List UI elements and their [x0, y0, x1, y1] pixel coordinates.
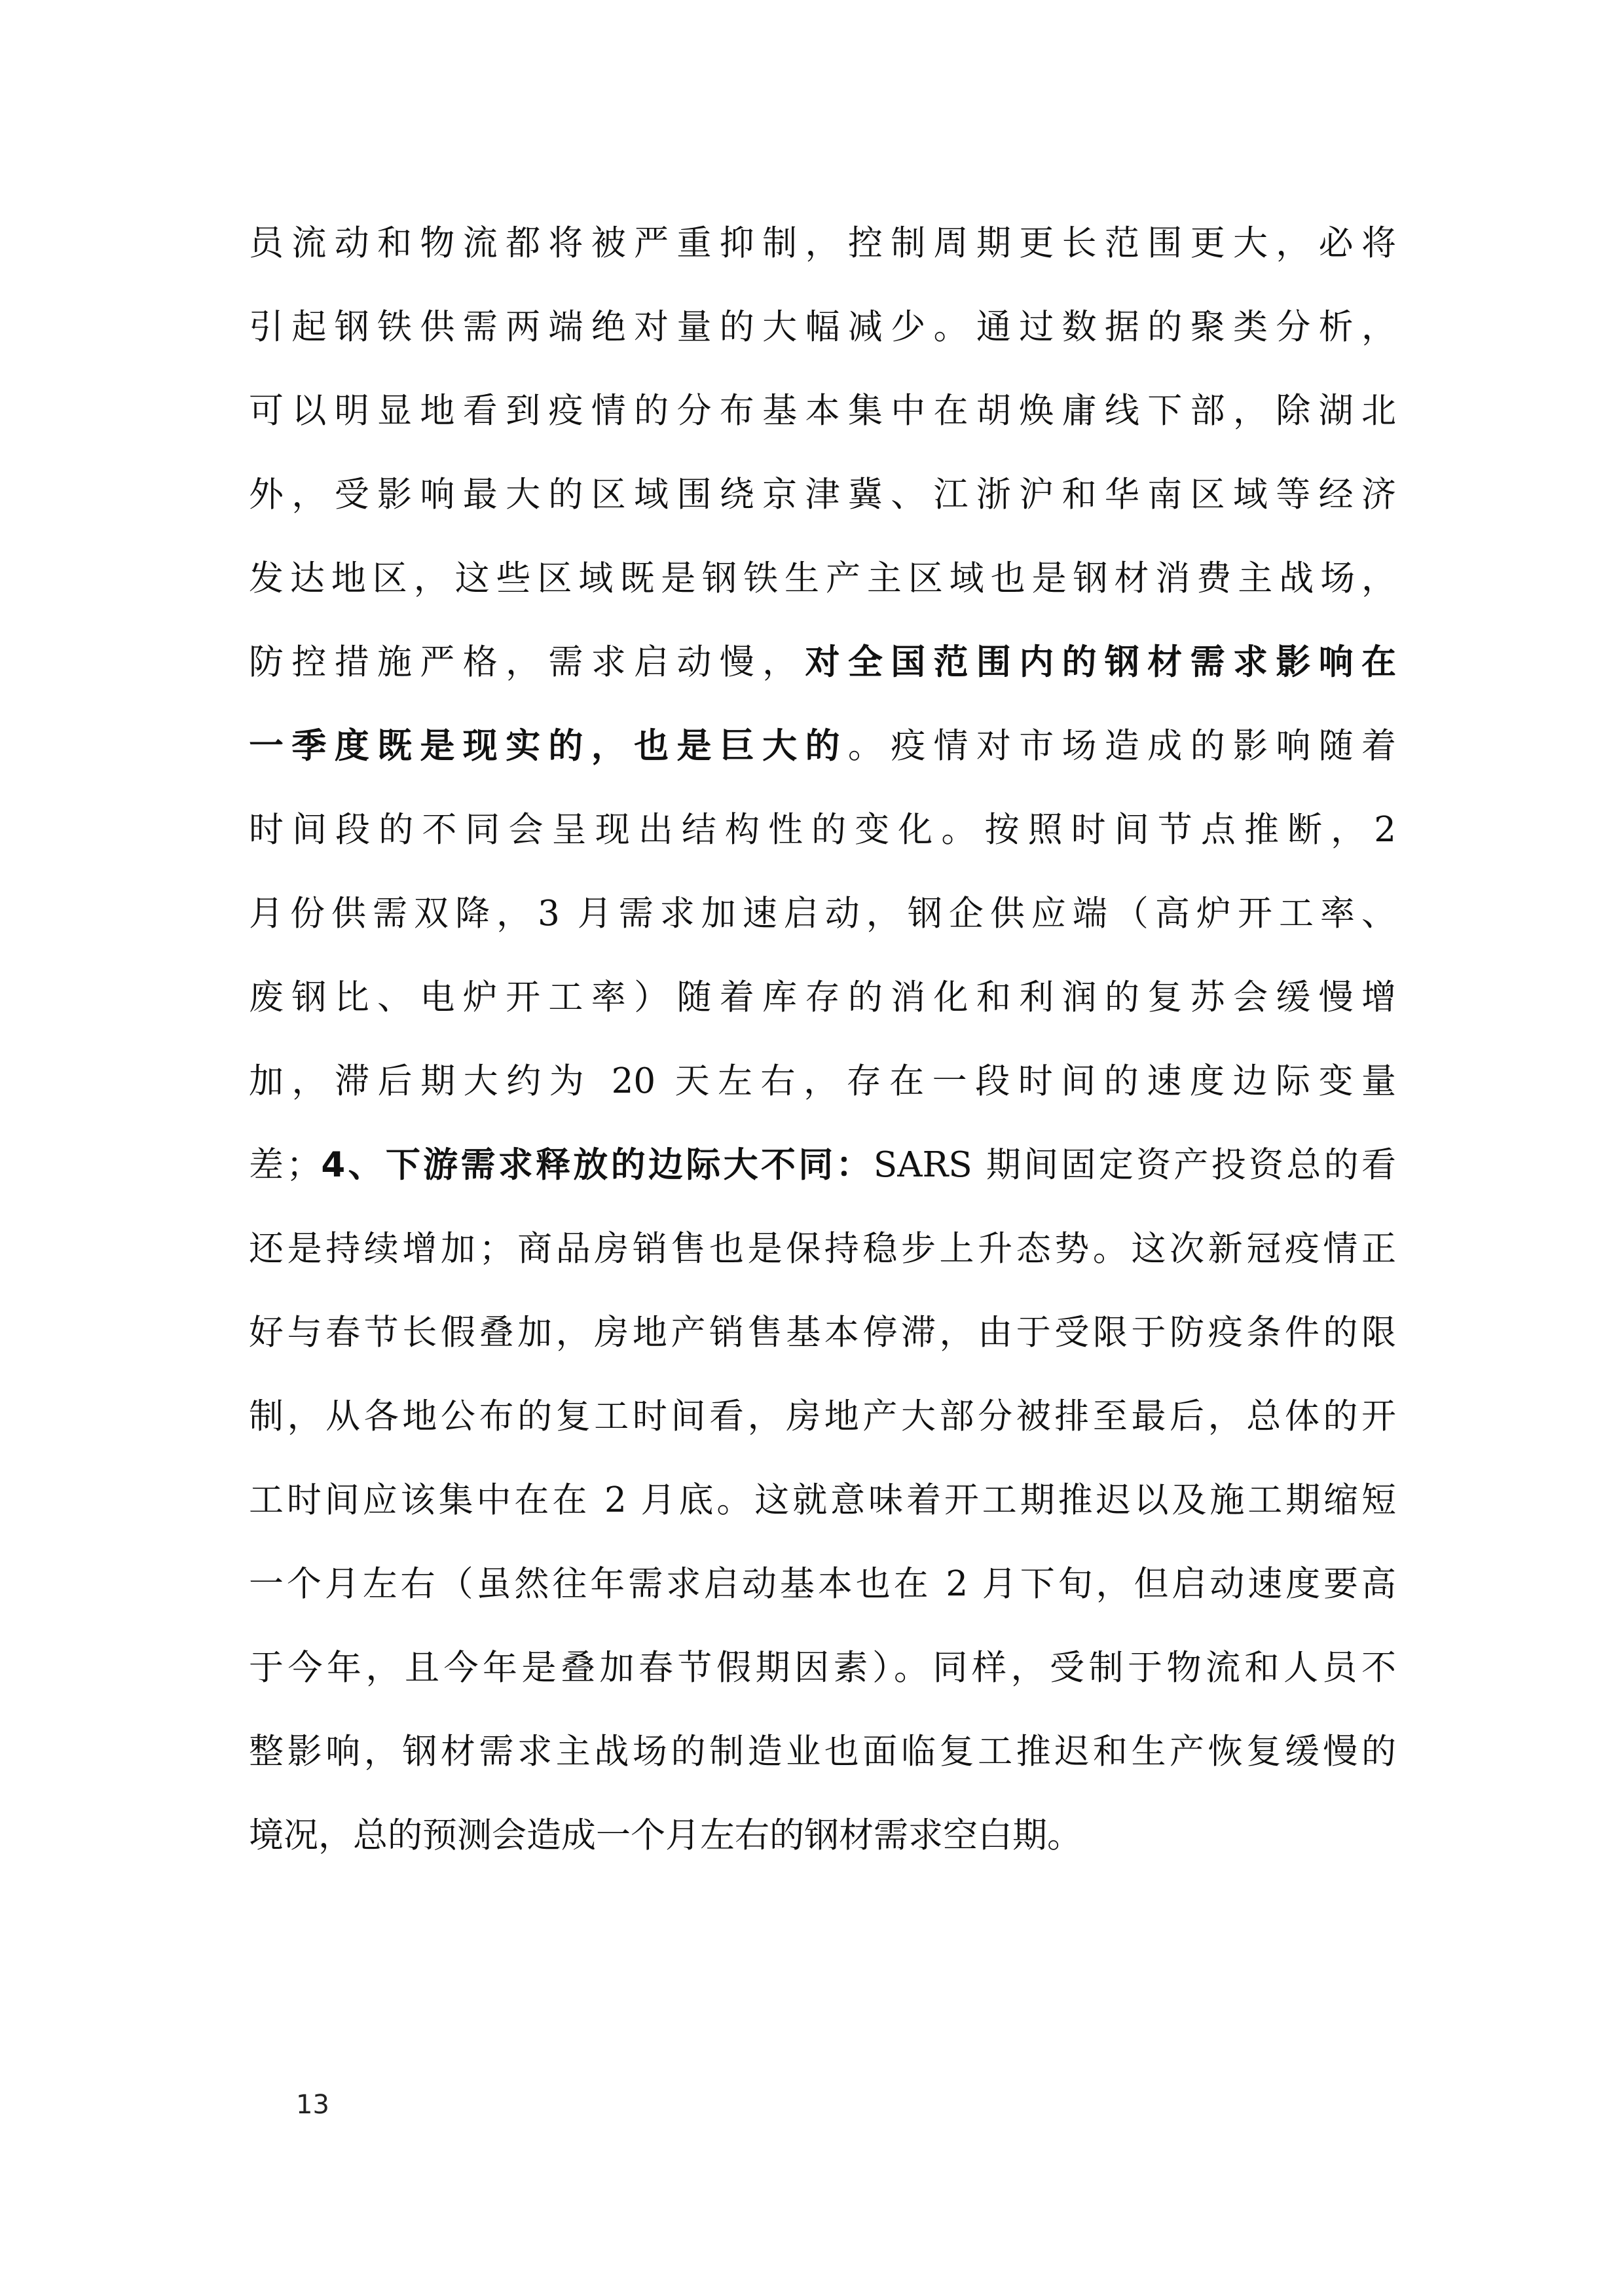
text-line: [249, 1207, 1396, 1291]
text-segment: 工时间应该集中在在 2 月底。这就意味着开工期推迟以及施工期缩短: [249, 1480, 1396, 1520]
text-segment: 防控措施严格，需求启动慢，: [249, 642, 805, 682]
text-segment: 月份供需双降，3 月需求加速启动，钢企供应端（高炉开工率、: [249, 894, 1396, 934]
text-line: [249, 788, 1396, 872]
text-line: [249, 1040, 1396, 1123]
text-segment: 差；: [249, 1145, 322, 1185]
text-segment: 外，受影响最大的区域围绕京津冀、江浙沪和华南区域等经济: [249, 475, 1396, 515]
text-line: [249, 453, 1396, 537]
text-line: [249, 1291, 1396, 1375]
text-segment: 废钢比、电炉开工率）随着库存的消化和利润的复苏会缓慢增: [249, 977, 1396, 1017]
text-line: [249, 1542, 1396, 1626]
text-line: [249, 1375, 1396, 1459]
bold-text: 一季度既是现实的，也是巨大的: [249, 726, 848, 766]
text-segment: 。疫情对市场造成的影响随着: [847, 726, 1397, 766]
text-line: [249, 369, 1396, 453]
text-segment: 时间段的不同会呈现出结构性的变化。按照时间节点推断，2: [249, 810, 1396, 850]
text-line: [249, 202, 1396, 285]
text-line: [249, 1794, 1396, 1878]
bold-text: 对全国范围内的钢材需求影响在: [805, 642, 1396, 682]
text-line: [249, 1123, 1396, 1207]
text-line: [249, 704, 1396, 788]
text-segment: 境况，总的预测会造成一个月左右的钢材需求空白期。: [249, 1815, 1082, 1855]
text-line: [249, 872, 1396, 956]
text-line: [249, 1459, 1396, 1542]
bold-text: 4、下游需求释放的边际大不同：: [321, 1145, 874, 1185]
text-segment: 制，从各地公布的复工时间看，房地产大部分被排至最后，总体的开: [249, 1396, 1396, 1436]
text-segment: 整影响，钢材需求主战场的制造业也面临复工推迟和生产恢复缓慢的: [249, 1732, 1396, 1772]
text-segment: 员流动和物流都将被严重抑制，控制周期更长范围更大，必将: [249, 223, 1396, 263]
text-line: [249, 1626, 1396, 1710]
text-line: [249, 1710, 1396, 1794]
text-segment: 可以明显地看到疫情的分布基本集中在胡焕庸线下部，除湖北: [249, 391, 1396, 431]
text-segment: 于今年，且今年是叠加春节假期因素）。同样，受制于物流和人员不: [249, 1648, 1396, 1688]
text-segment: 还是持续增加；商品房销售也是保持稳步上升态势。这次新冠疫情正: [249, 1229, 1396, 1269]
body-paragraph: [249, 202, 1396, 1878]
text-segment: 一个月左右（虽然往年需求启动基本也在 2 月下旬，但启动速度要高: [249, 1564, 1396, 1604]
text-line: [249, 621, 1396, 704]
text-line: [249, 956, 1396, 1040]
text-segment: SARS 期间固定资产投资总的看: [873, 1145, 1396, 1185]
text-segment: 好与春节长假叠加，房地产销售基本停滞，由于受限于防疫条件的限: [249, 1313, 1396, 1353]
text-line: [249, 285, 1396, 369]
text-segment: 引起钢铁供需两端绝对量的大幅减少。通过数据的聚类分析，: [249, 307, 1396, 347]
text-segment: 发达地区，这些区域既是钢铁生产主区域也是钢材消费主战场，: [249, 558, 1396, 598]
text-segment: 加，滞后期大约为 20 天左右，存在一段时间的速度边际变量: [249, 1061, 1396, 1101]
page-number: 13: [296, 2090, 329, 2120]
text-line: [249, 537, 1396, 621]
